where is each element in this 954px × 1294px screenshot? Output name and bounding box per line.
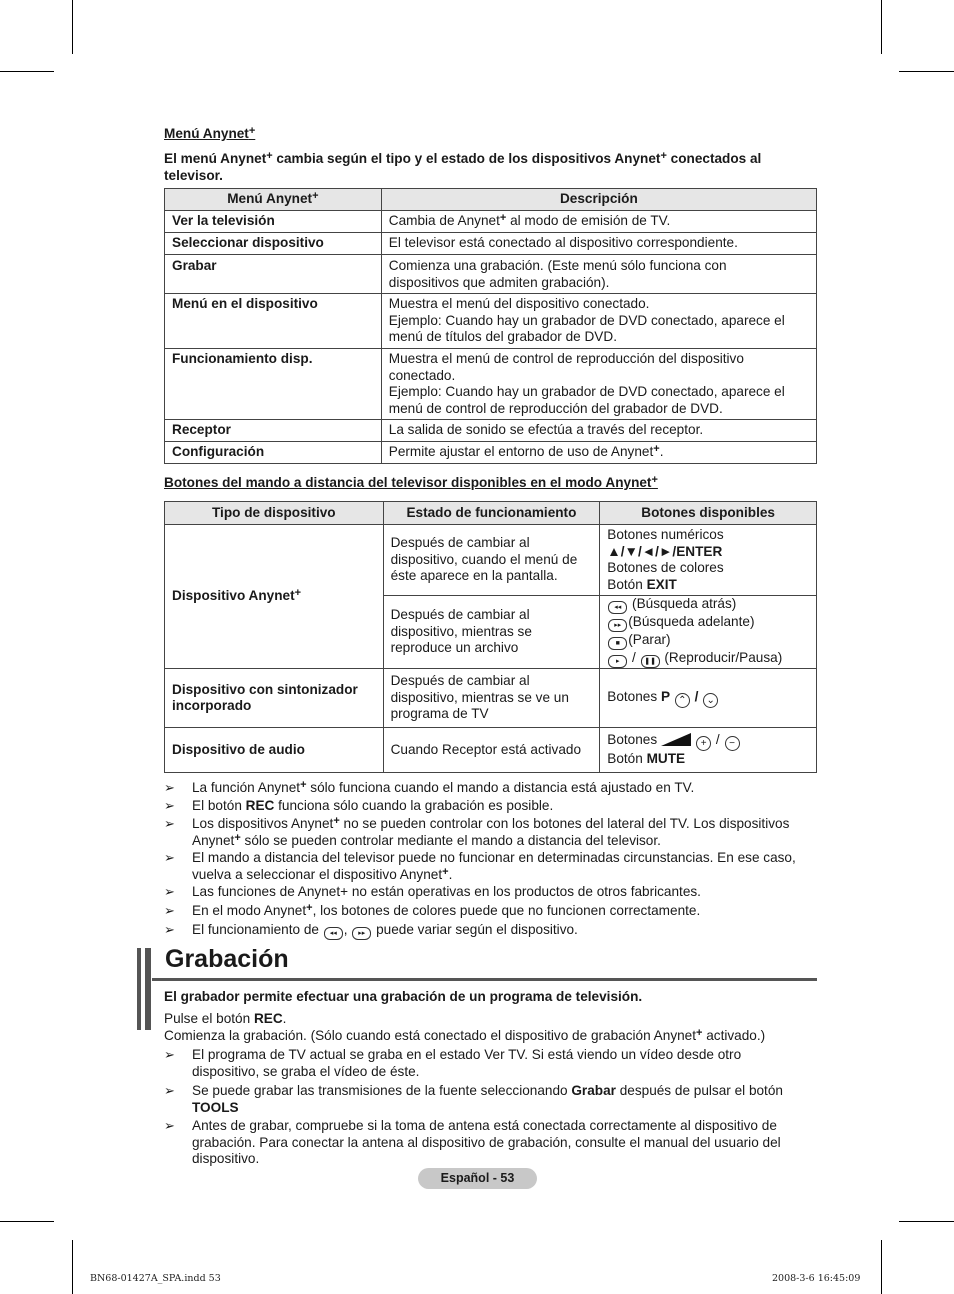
- state-cell: Después de cambiar al dispositivo, mientras se reproduce un archivo: [383, 596, 600, 669]
- buttons-heading: Botones del mando a distancia del televisor disponibles en el modo Anynet+: [164, 474, 658, 490]
- device-audio: Dispositivo de audio: [165, 728, 384, 773]
- crop-mark: [881, 0, 882, 54]
- note-item: ➢ Antes de grabar, compruebe si la toma de antena está conectada correctamente al dispositivo de grabación. Para conectar la antena al dispositivo de grabación, consulte el manual del usuario del dispositivo.: [164, 1118, 781, 1166]
- section-bar: [145, 948, 151, 1030]
- page-number-badge: Español - 53: [418, 1168, 537, 1189]
- channel-down-icon: ⌄: [703, 693, 718, 708]
- note-item: ➢ En el modo Anynet+, los botones de colores puede que no funcionen correctamente.: [164, 902, 701, 918]
- rewind-icon: ◂◂: [608, 601, 627, 614]
- section-heading: Menú Anynet+: [164, 125, 256, 141]
- grabacion-lead: El grabador permite efectuar una grabación de un programa de televisión.: [164, 989, 643, 1004]
- table-row-desc: Muestra el menú del dispositivo conectado. Ejemplo: Cuando hay un grabador de DVD conectado, aparece el menú de títulos del grabador de DVD.: [381, 294, 816, 349]
- crop-mark: [881, 1240, 882, 1294]
- table-row-name: Receptor: [165, 420, 382, 442]
- table-row-name: Funcionamiento disp.: [165, 349, 382, 420]
- note-item: ➢ Los dispositivos Anynet+ no se pueden controlar con los botones del lateral del TV. Los dispositivos Anynet+ sólo se pueden controlar mediante el mando a distancia del televisor.: [164, 815, 790, 848]
- buttons-cell: ◂◂ (Búsqueda atrás) ▸▸ (Búsqueda adelante) ■ (Parar) ▸ / ❚❚ (Reproducir/Pausa): [600, 596, 817, 669]
- table-row-desc: Permite ajustar el entorno de uso de Anynet+.: [381, 442, 816, 464]
- footer-date: 2008-3-6 16:45:09: [772, 1273, 861, 1284]
- state-cell: Cuando Receptor está activado: [383, 728, 600, 773]
- arrow-icon: ➢: [164, 922, 175, 937]
- note-item: ➢ El mando a distancia del televisor puede no funcionar en determinadas circunstancias. En ese caso, vuelva a seleccionar el dispositivo Anynet+.: [164, 850, 796, 882]
- pause-icon: ❚❚: [641, 655, 660, 668]
- arrow-icon: ➢: [164, 1047, 175, 1062]
- channel-up-icon: ⌃: [675, 693, 690, 708]
- section-intro: El menú Anynet+ cambia según el tipo y el estado de los dispositivos Anynet+ conectados al televisor.: [164, 150, 762, 183]
- grabacion-title: Grabación: [165, 945, 289, 973]
- buttons-cell: Botones numéricos ▲/▼/◄/►/ENTER Botones de colores Botón EXIT: [600, 525, 817, 596]
- buttons-cell: Botones + / − Botón MUTE: [600, 728, 817, 773]
- anynet-menu-table: [164, 188, 817, 464]
- table-header: Menú Anynet+: [165, 189, 382, 211]
- arrow-icon: ➢: [164, 850, 175, 865]
- table-row-desc: El televisor está conectado al dispositivo correspondiente.: [381, 233, 816, 255]
- table-header: Botones disponibles: [600, 502, 817, 525]
- device-anynet: Dispositivo Anynet+: [165, 525, 384, 669]
- grabacion-paragraph: Pulse el botón REC. Comienza la grabación. (Sólo cuando está conectado el dispositivo de grabación Anynet+ activado.): [164, 1011, 766, 1043]
- table-header: Estado de funcionamiento: [383, 502, 600, 525]
- arrow-icon: ➢: [164, 798, 175, 813]
- note-item: ➢ El programa de TV actual se graba en el estado Ver TV. Si está viendo un vídeo desde otro dispositivo, se graba el vídeo de éste.: [164, 1047, 742, 1079]
- rewind-icon: ◂◂: [324, 927, 343, 940]
- arrow-icon: ➢: [164, 1118, 175, 1133]
- table-row-name: Menú en el dispositivo: [165, 294, 382, 349]
- note-item: ➢ El botón REC funciona sólo cuando la grabación es posible.: [164, 798, 554, 813]
- table-header: Descripción: [381, 189, 816, 211]
- crop-mark: [899, 71, 954, 72]
- section-bar: [137, 948, 141, 1030]
- arrow-icon: ➢: [164, 816, 175, 831]
- note-item: ➢ Se puede grabar las transmisiones de la fuente seleccionando Grabar después de pulsar el botón TOOLS: [164, 1083, 783, 1115]
- crop-mark: [72, 1240, 73, 1294]
- fast-forward-icon: ▸▸: [608, 619, 627, 632]
- state-cell: Después de cambiar al dispositivo, mientras se ve un programa de TV: [383, 669, 600, 728]
- stop-icon: ■: [608, 637, 627, 650]
- volume-down-icon: −: [725, 736, 740, 751]
- buttons-cell: Botones P ⌃ / ⌄: [600, 669, 817, 728]
- footer-file: BN68-01427A_SPA.indd 53: [90, 1273, 221, 1284]
- arrow-icon: ➢: [164, 903, 175, 918]
- crop-mark: [72, 0, 73, 54]
- note-item: ➢ Las funciones de Anynet+ no están operativas en los productos de otros fabricantes.: [164, 884, 701, 899]
- remote-buttons-table: [164, 501, 817, 773]
- arrow-icon: ➢: [164, 780, 175, 795]
- table-row-desc: Muestra el menú de control de reproducción del dispositivo conectado. Ejemplo: Cuando hay un grabador de DVD conectado, aparece el menú de control de reproducción del grabador de DVD.: [381, 349, 816, 420]
- table-row-name: Ver la televisión: [165, 211, 382, 233]
- table-row-name: Configuración: [165, 442, 382, 464]
- volume-up-icon: +: [696, 736, 711, 751]
- volume-icon: [661, 733, 691, 746]
- state-cell: Después de cambiar al dispositivo, cuando el menú de éste aparece en la pantalla.: [383, 525, 600, 596]
- table-row-name: Seleccionar dispositivo: [165, 233, 382, 255]
- crop-mark: [0, 1221, 54, 1222]
- fast-forward-icon: ▸▸: [352, 927, 371, 940]
- device-tuner: Dispositivo con sintonizador incorporado: [165, 669, 384, 728]
- title-rule: [152, 978, 817, 981]
- crop-mark: [899, 1221, 954, 1222]
- table-row-desc: Cambia de Anynet+ al modo de emisión de TV.: [381, 211, 816, 233]
- play-icon: ▸: [608, 655, 627, 668]
- table-row-desc: Comienza una grabación. (Este menú sólo funciona con dispositivos que admiten grabación).: [381, 255, 816, 294]
- arrow-icon: ➢: [164, 1083, 175, 1098]
- table-row-name: Grabar: [165, 255, 382, 294]
- crop-mark: [0, 71, 54, 72]
- arrow-icon: ➢: [164, 884, 175, 899]
- note-item: ➢ La función Anynet+ sólo funciona cuando el mando a distancia está ajustado en TV.: [164, 779, 695, 795]
- table-row-desc: La salida de sonido se efectúa a través del receptor.: [381, 420, 816, 442]
- note-item: ➢ El funcionamiento de ◂◂ , ▸▸ puede variar según el dispositivo.: [164, 922, 824, 940]
- table-header: Tipo de dispositivo: [165, 502, 384, 525]
